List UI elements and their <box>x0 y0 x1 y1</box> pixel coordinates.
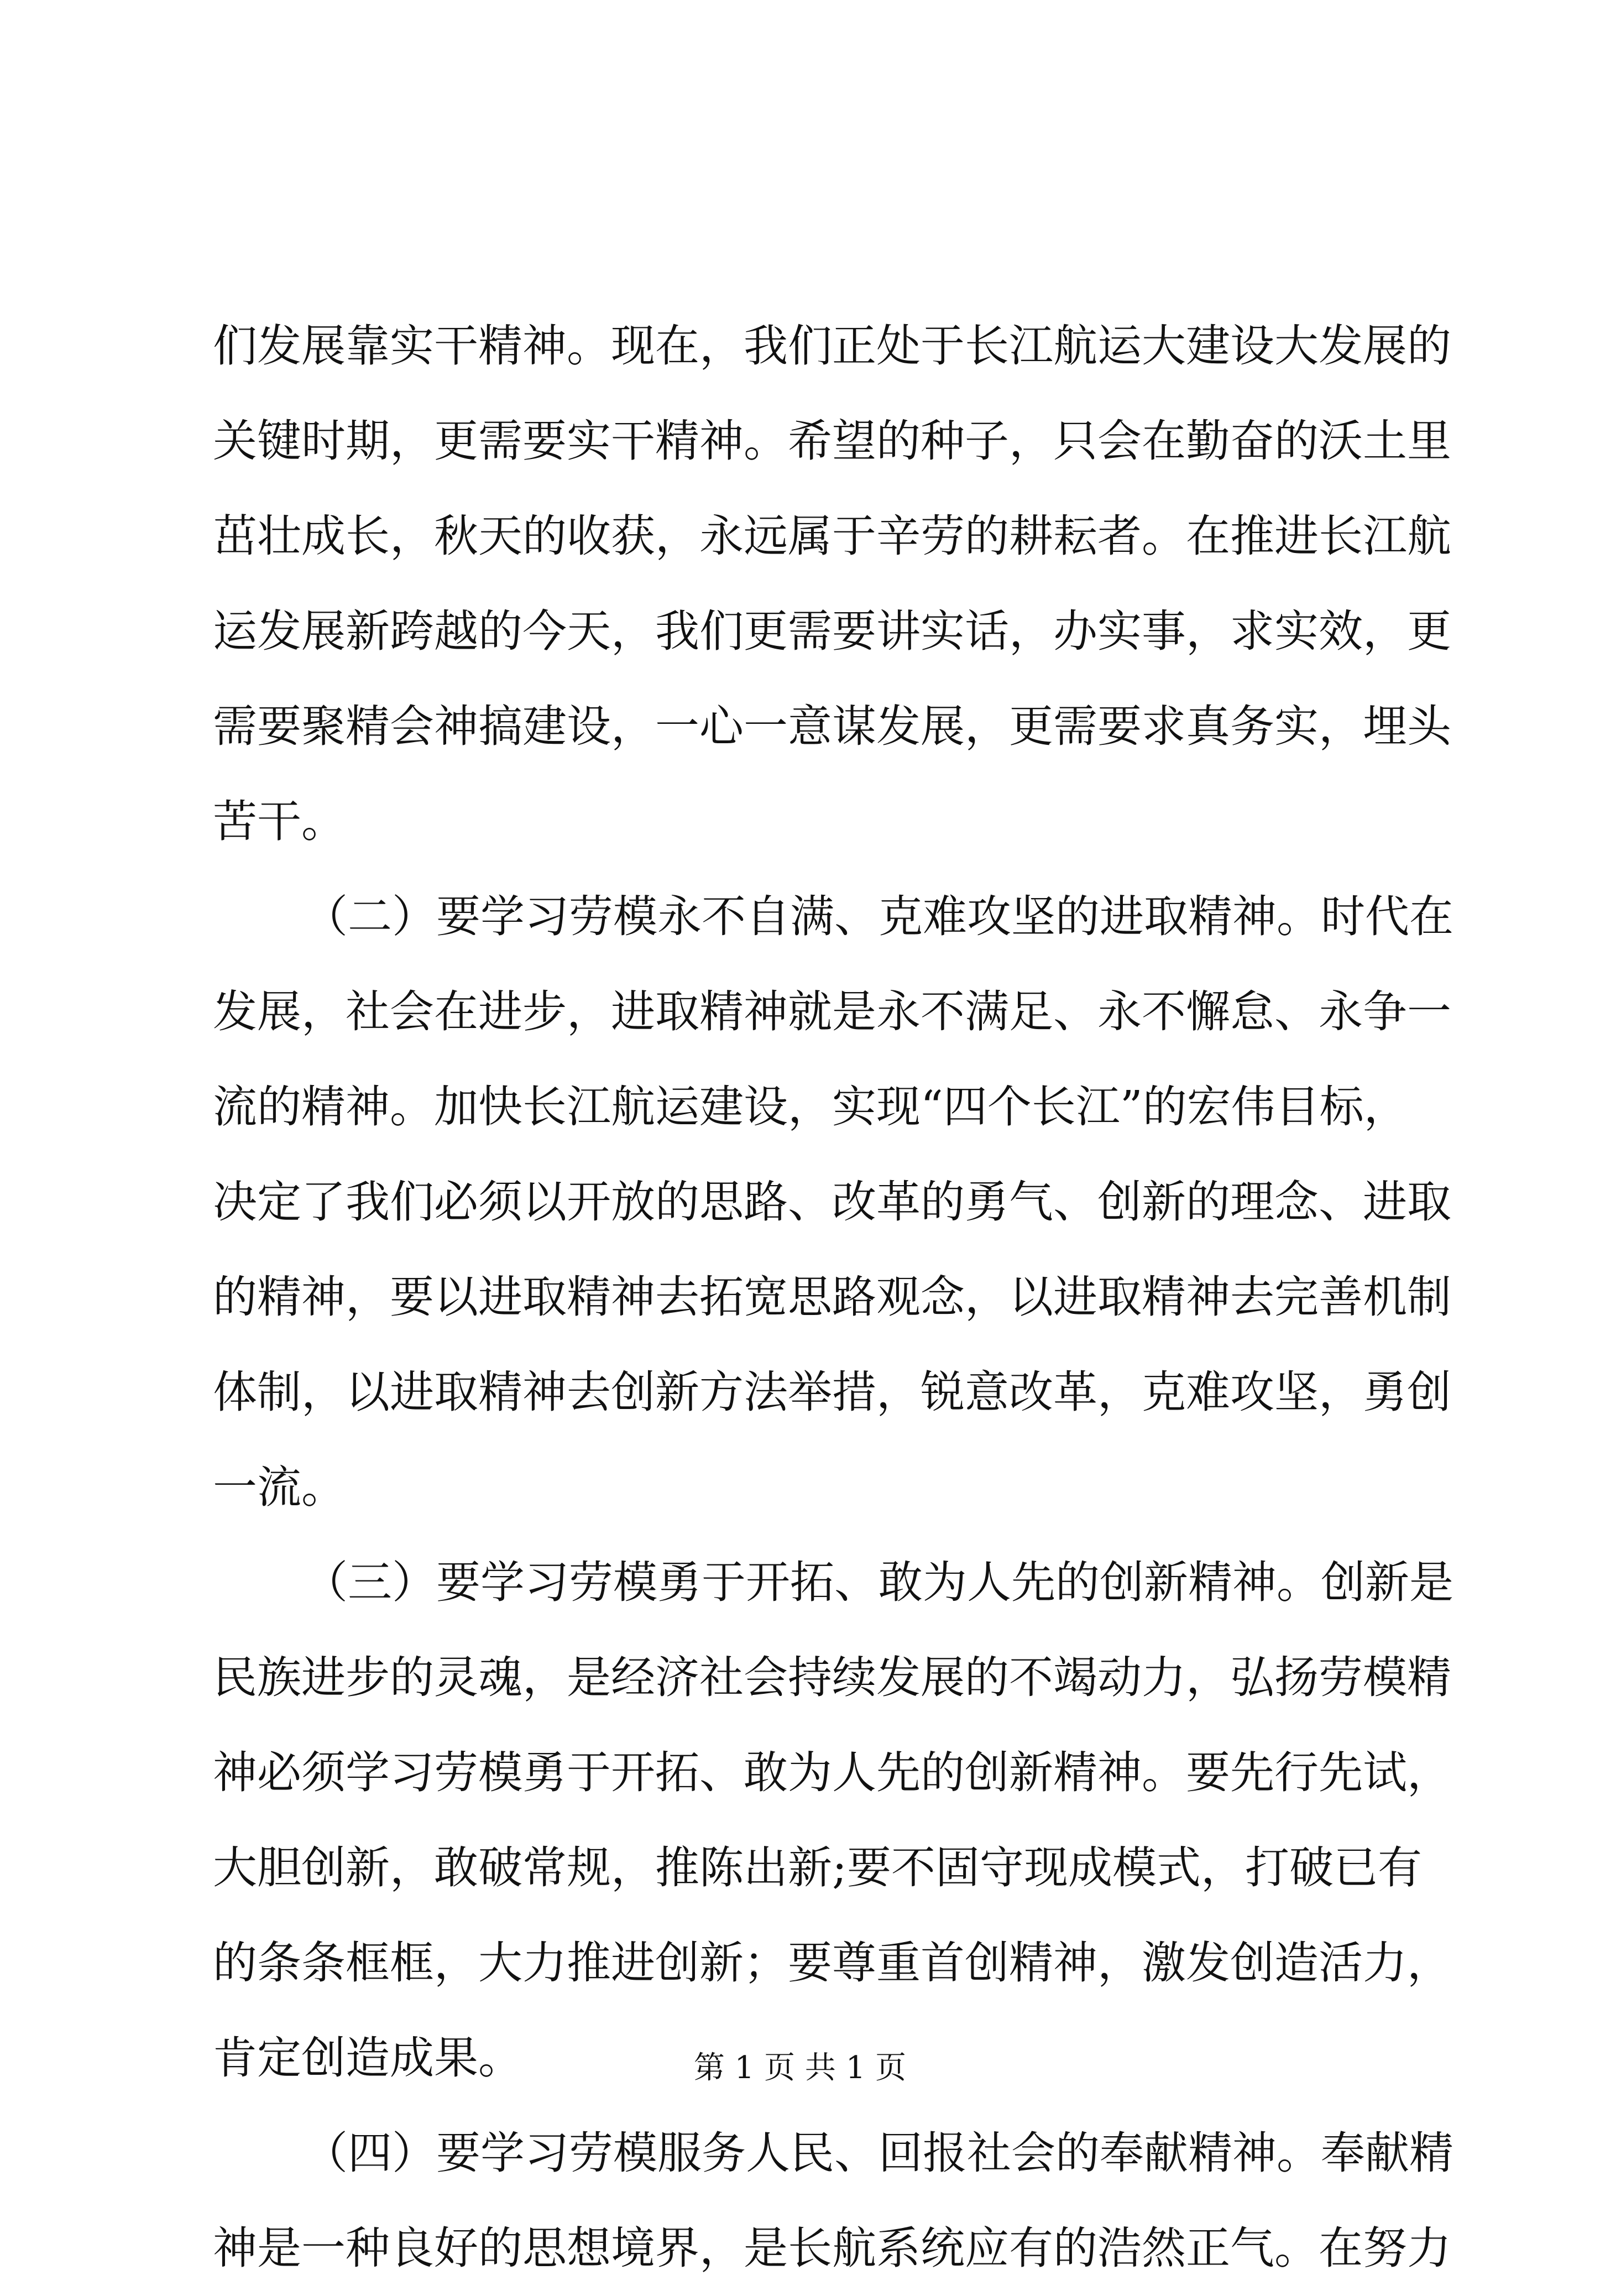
text-line: 大胆创新，敢破常规，推陈出新;要不固守现成模式，打破已有 <box>213 1842 1422 1893</box>
text-line: 肯定创造成果。 <box>213 2032 522 2084</box>
text-line: 神必须学习劳模勇于开拓、敢为人先的创新精神。要先行先试， <box>213 1747 1451 1798</box>
text-line: 的条条框框，大力推进创新；要尊重首创精神，激发创造活力， <box>213 1937 1451 1989</box>
text-line: 一流。 <box>213 1462 346 1513</box>
text-line: （三）要学习劳模勇于开拓、敢为人先的创新精神。创新是 <box>304 1557 1453 1608</box>
text-line: 民族进步的灵魂，是经济社会持续发展的不竭动力，弘扬劳模精 <box>213 1652 1451 1703</box>
text-line: 茁壮成长，秋天的收获，永远属于辛劳的耕耘者。在推进长江航 <box>213 510 1451 562</box>
text-line: 运发展新跨越的今天，我们更需要讲实话，办实事，求实效，更 <box>213 606 1451 657</box>
document-body <box>213 299 1453 2296</box>
text-line: 苦干。 <box>213 796 346 847</box>
text-line: （四）要学习劳模服务人民、回报社会的奉献精神。奉献精 <box>304 2127 1453 2179</box>
text-line: 们发展靠实干精神。现在，我们正处于长江航运大建设大发展的 <box>213 320 1451 372</box>
text-line: 的精神，要以进取精神去拓宽思路观念，以进取精神去完善机制 <box>213 1271 1451 1323</box>
text-line: 发展，社会在进步，进取精神就是永不满足、永不懈怠、永争一 <box>213 986 1451 1037</box>
text-line: （二）要学习劳模永不自满、克难攻坚的进取精神。时代在 <box>304 891 1453 942</box>
text-line: 需要聚精会神搞建设，一心一意谋发展，更需要求真务实，埋头 <box>213 701 1451 752</box>
text-line: 流的精神。加快长江航运建设，实现“四个长江”的宏伟目标， <box>213 1081 1408 1133</box>
page-footer: 第 1 页 共 1 页 <box>693 2050 907 2086</box>
text-line: 体制，以进取精神去创新方法举措，锐意改革，克难攻坚，勇创 <box>213 1366 1451 1418</box>
text-line: 决定了我们必须以开放的思路、改革的勇气、创新的理念、进取 <box>213 1176 1451 1228</box>
text-line: 神是一种良好的思想境界，是长航系统应有的浩然正气。在努力 <box>213 2222 1451 2274</box>
text-line: 关键时期，更需要实干精神。希望的种子，只会在勤奋的沃土里 <box>213 415 1451 467</box>
